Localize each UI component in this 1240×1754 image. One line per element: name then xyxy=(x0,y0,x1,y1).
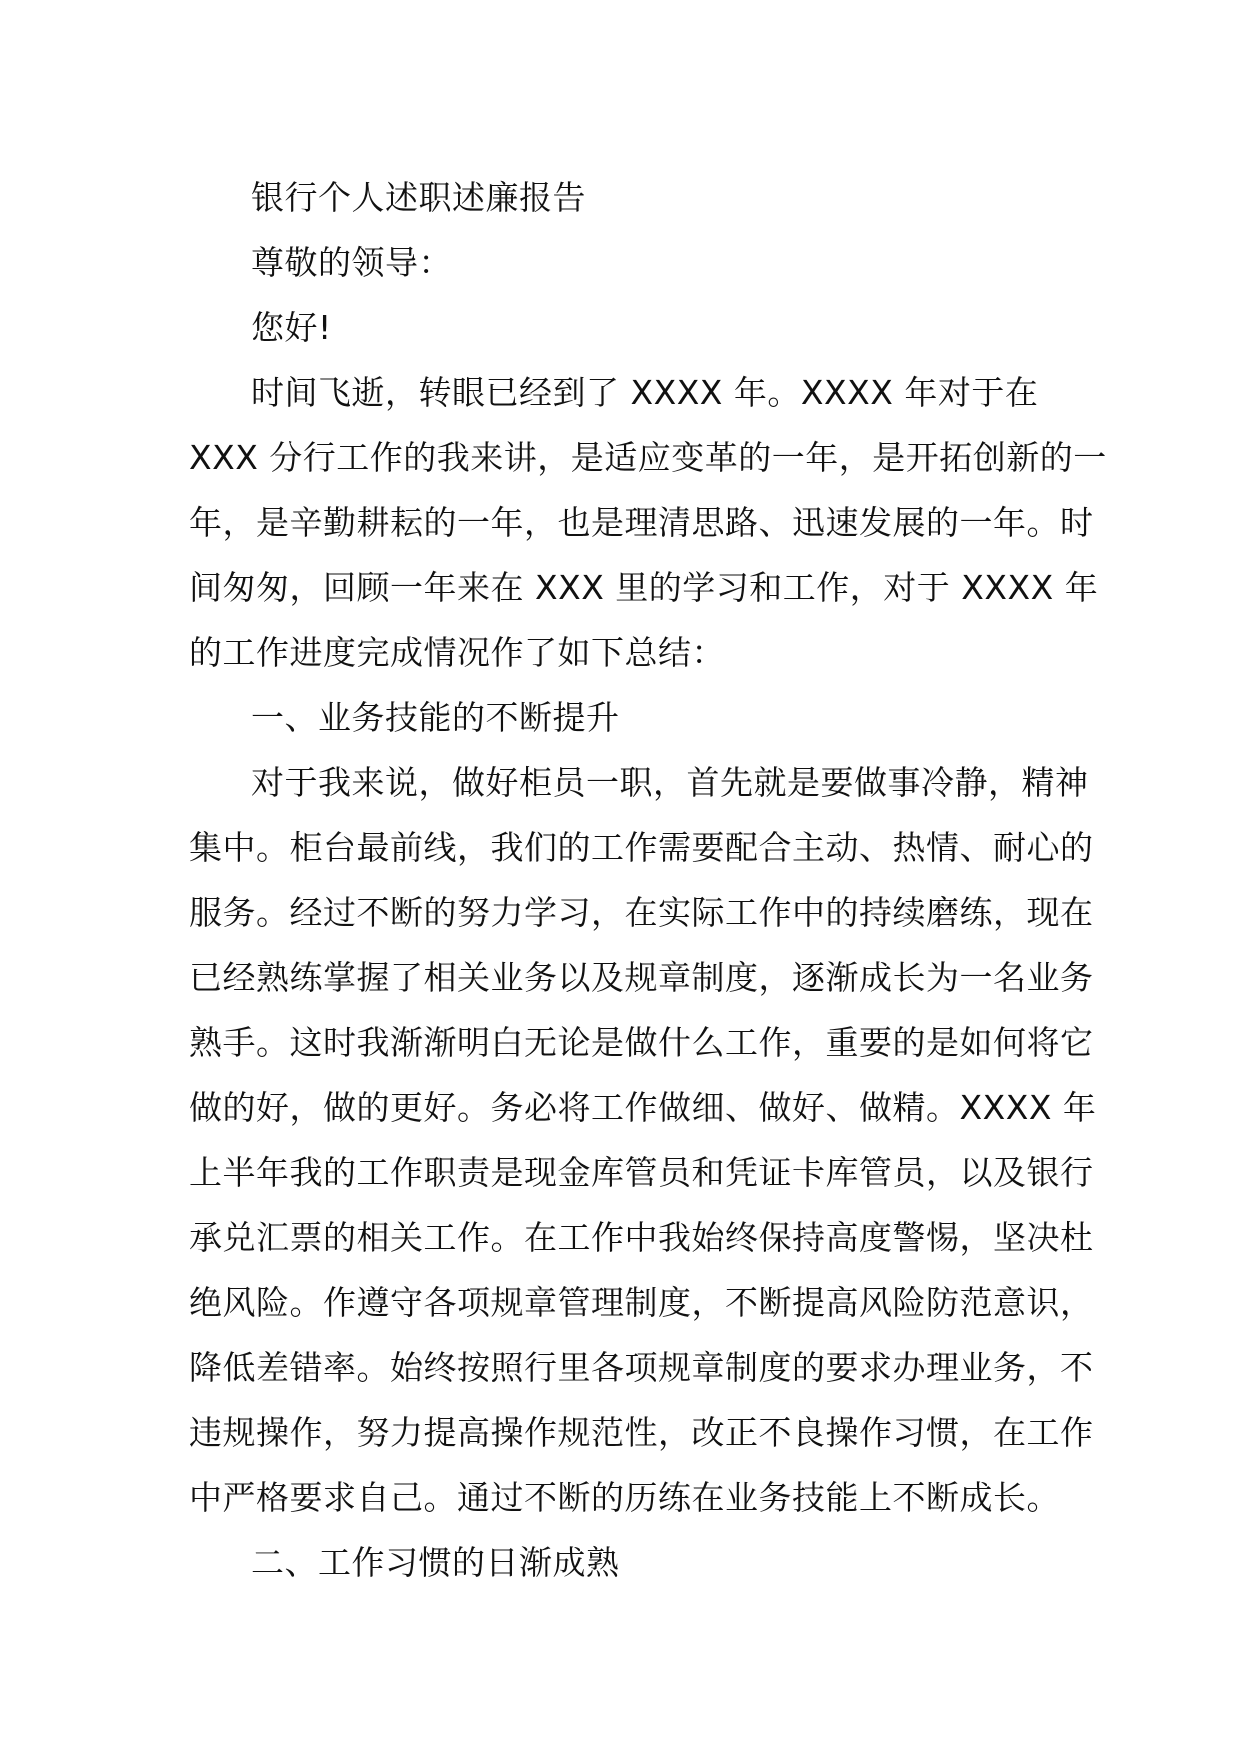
body-line: 时间飞逝，转眼已经到了 XXXX 年。XXXX 年对于在 xyxy=(251,373,1039,412)
body-line: 违规操作，努力提高操作规范性，改正不良操作习惯，在工作 xyxy=(189,1413,1094,1452)
body-line: 年，是辛勤耕耘的一年，也是理清思路、迅速发展的一年。时 xyxy=(189,503,1094,542)
section-heading-1: 一、业务技能的不断提升 xyxy=(251,698,620,737)
body-line: 服务。经过不断的努力学习，在实际工作中的持续磨练，现在 xyxy=(189,893,1094,932)
body-line: 的工作进度完成情况作了如下总结： xyxy=(189,633,725,672)
body-line: 间匆匆，回顾一年来在 XXX 里的学习和工作，对于 XXXX 年 xyxy=(189,568,1099,607)
body-line: 中严格要求自己。通过不断的历练在业务技能上不断成长。 xyxy=(189,1478,1060,1517)
body-line: 做的好，做的更好。务必将工作做细、做好、做精。XXXX 年 xyxy=(189,1088,1097,1127)
body-line: 集中。柜台最前线，我们的工作需要配合主动、热情、耐心的 xyxy=(189,828,1094,867)
greeting-line: 尊敬的领导： xyxy=(251,243,452,282)
section-heading-2: 二、工作习惯的日渐成熟 xyxy=(251,1543,620,1582)
body-line: 承兑汇票的相关工作。在工作中我始终保持高度警惕，坚决杜 xyxy=(189,1218,1094,1257)
body-line: 对于我来说，做好柜员一职，首先就是要做事冷静，精神 xyxy=(251,763,1089,802)
document-title: 银行个人述职述廉报告 xyxy=(251,178,586,217)
body-line: 熟手。这时我渐渐明白无论是做什么工作，重要的是如何将它 xyxy=(189,1023,1094,1062)
body-line: 降低差错率。始终按照行里各项规章制度的要求办理业务，不 xyxy=(189,1348,1094,1387)
body-line: XXX 分行工作的我来讲，是适应变革的一年，是开拓创新的一 xyxy=(189,438,1107,477)
body-line: 已经熟练掌握了相关业务以及规章制度，逐渐成长为一名业务 xyxy=(189,958,1094,997)
salutation-line: 您好! xyxy=(251,308,332,347)
body-line: 上半年我的工作职责是现金库管员和凭证卡库管员，以及银行 xyxy=(189,1153,1094,1192)
body-line: 绝风险。作遵守各项规章管理制度，不断提高风险防范意识， xyxy=(189,1283,1094,1322)
